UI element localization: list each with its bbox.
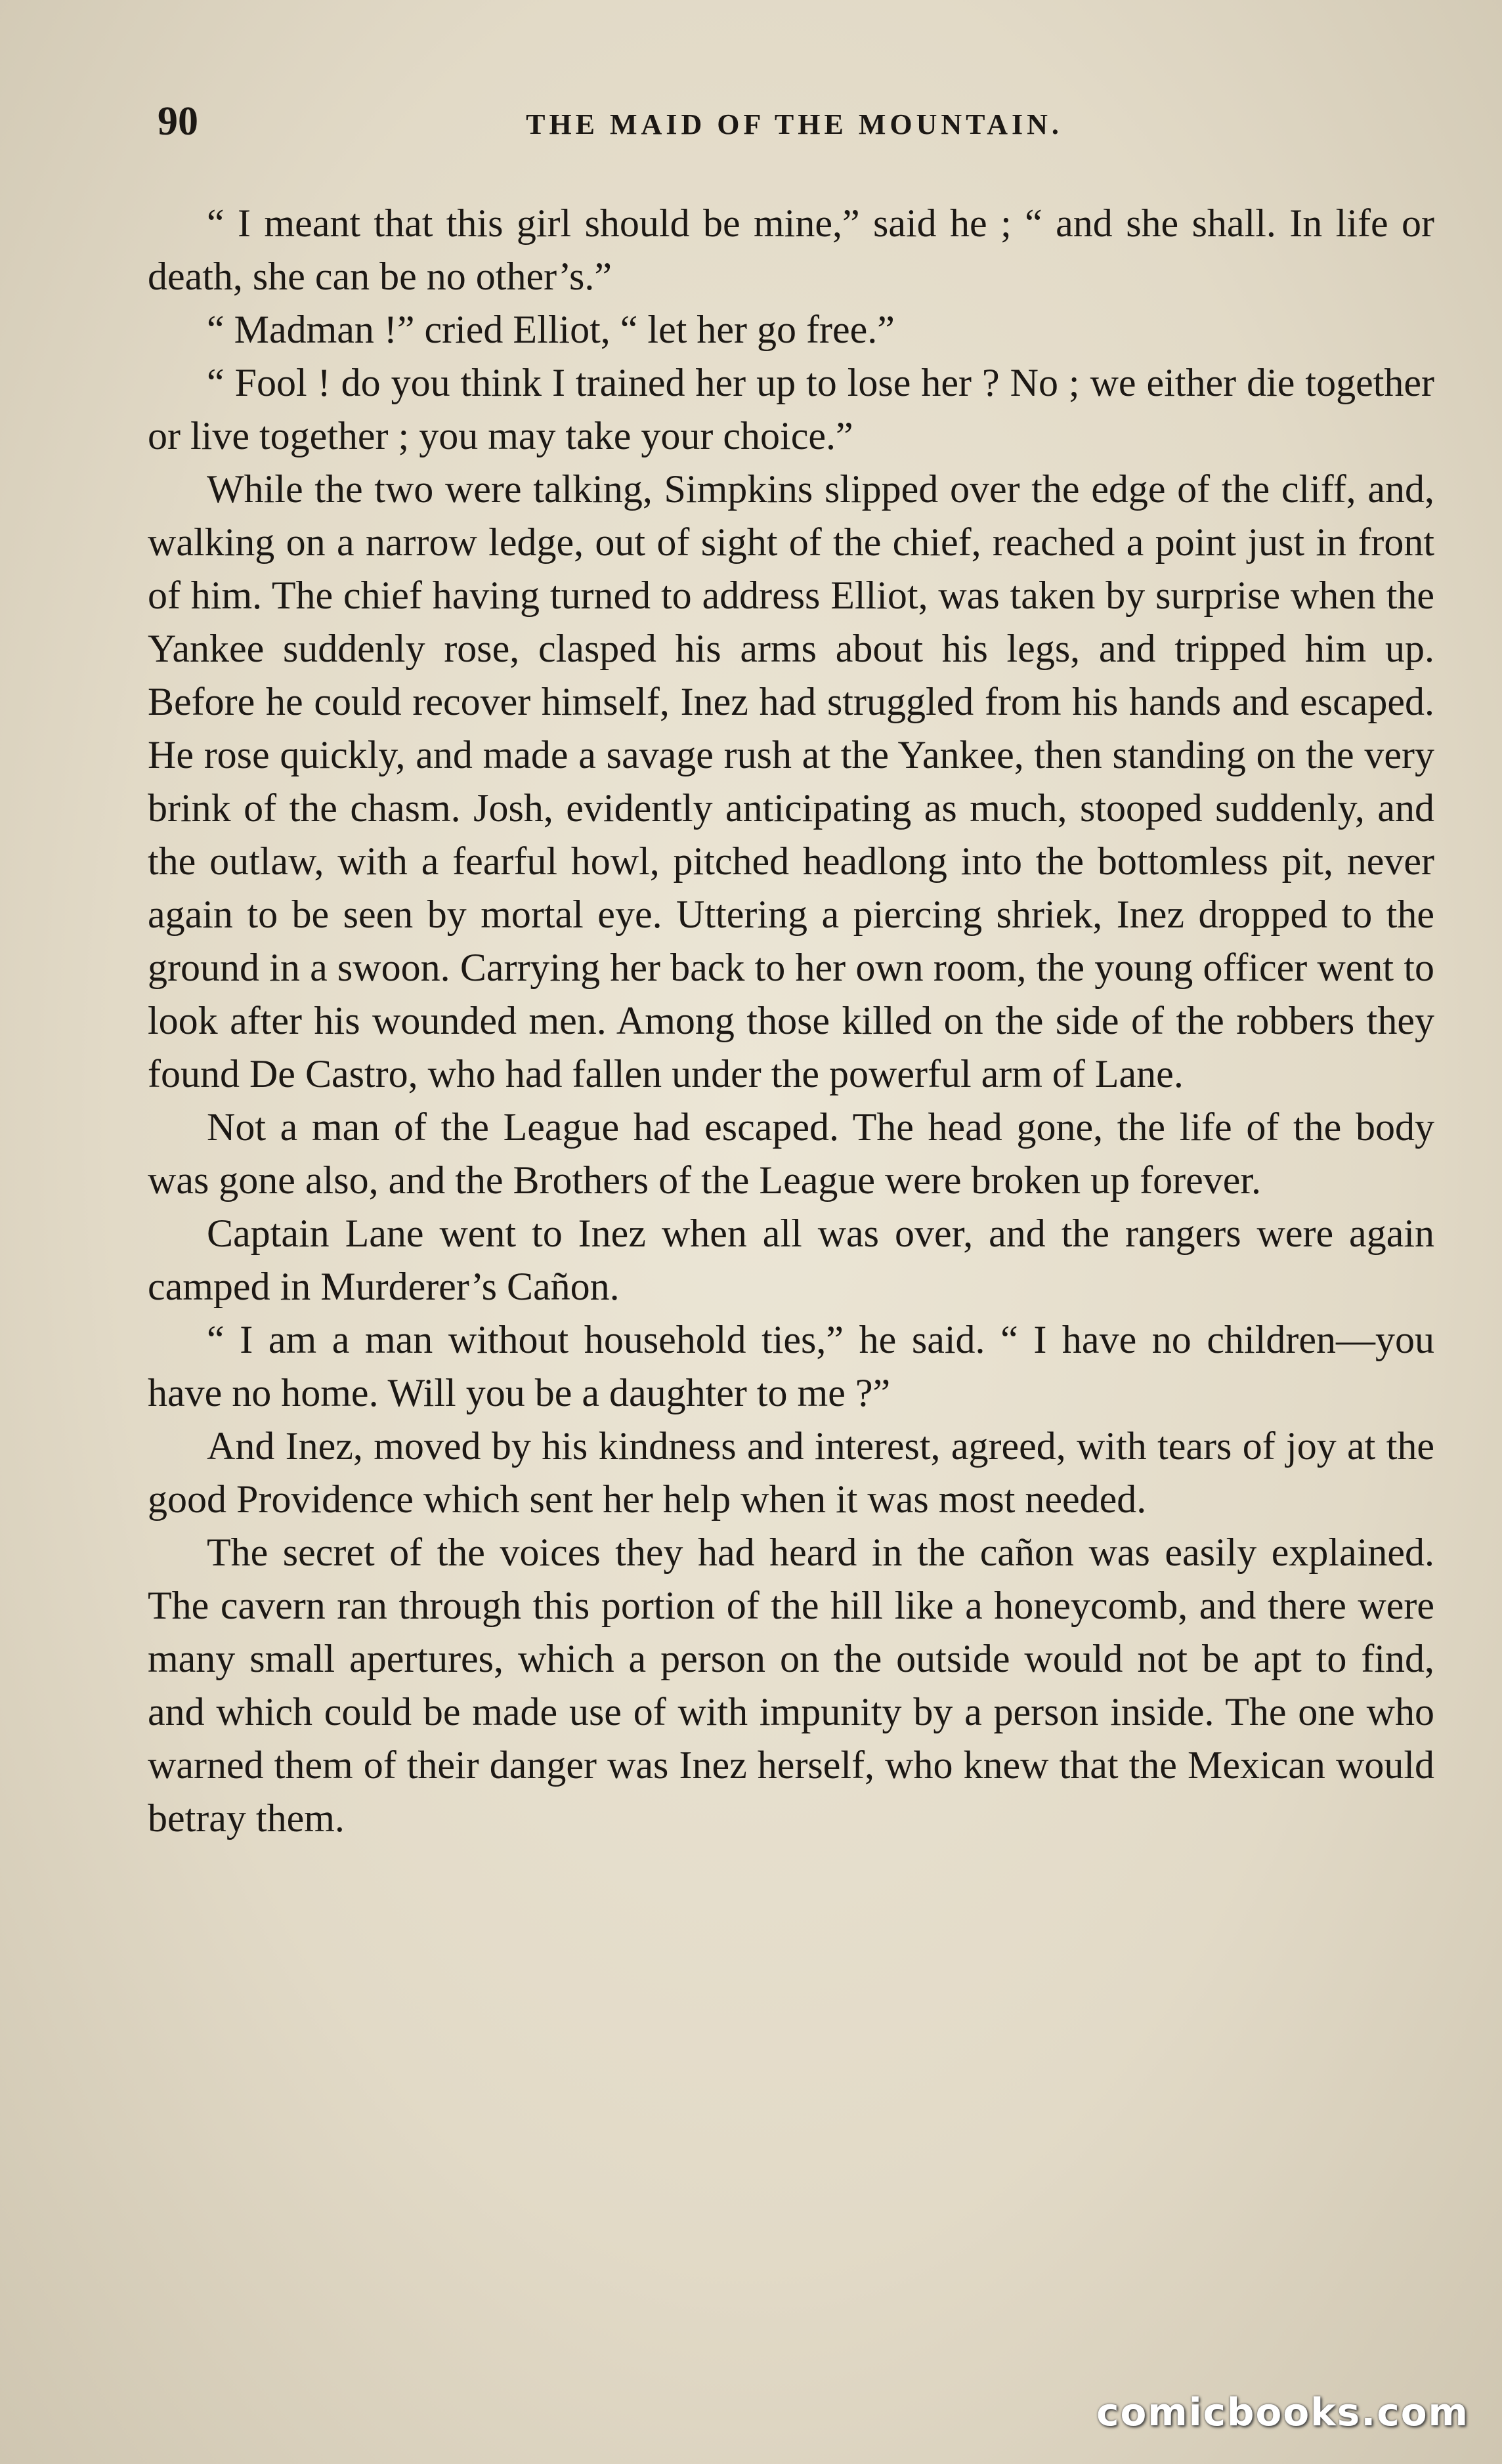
paragraph: The secret of the voices they had heard in the cañon was easily explained. The cavern ran through this portion of the hill like a honeycomb, and there were many small apertures, which a person on the outside would not be apt to find, and which could be made use of with impunity by a person inside. The one who warned them of their danger was Inez herself, who knew that the Mexican would betray them. [148, 1531, 1434, 1840]
page-header [158, 98, 1431, 158]
paragraph: Captain Lane went to Inez when all was over, and the rangers were again camped in Murderer’s Cañon. [148, 1212, 1434, 1308]
running-head: THE MAID OF THE MOUNTAIN. [526, 108, 1063, 140]
watermark: comicbooks.com [1096, 2390, 1469, 2434]
paragraph: “ I am a man without household ties,” he said. “ I have no children—you have no home. Will you be a daughter to me ?” [148, 1318, 1434, 1414]
paragraph: Not a man of the League had escaped. The head gone, the life of the body was gone also, and the Brothers of the League were broken up forever. [148, 1105, 1434, 1202]
paragraph: “ Madman !” cried Elliot, “ let her go free.” [207, 308, 895, 351]
paragraph: “ Fool ! do you think I trained her up to lose her ? No ; we either die together or live together ; you may take your choice.” [148, 361, 1434, 457]
body-text [148, 197, 1434, 2337]
paragraph: While the two were talking, Simpkins slipped over the edge of the cliff, and, walking on a narrow ledge, out of sight of the chief, reached a point just in front of him. The chief having turned to address Elliot, was taken by surprise when the Yankee suddenly rose, clasped his arms about his legs, and tripped him up. Before he could recover himself, Inez had struggled from his hands and escaped. He rose quickly, and made a savage rush at the Yankee, then standing on the very brink of the chasm. Josh, evidently anticipating as much, stooped suddenly, and the outlaw, with a fearful howl, pitched headlong into the bottomless pit, never again to be seen by mortal eye. Uttering a piercing shriek, Inez dropped to the ground in a swoon. Carrying her back to her own room, the young officer went to look after his wounded men. Among those killed on the side of the robbers they found De Castro, who had fallen under the powerful arm of Lane. [148, 467, 1434, 1095]
page-number: 90 [158, 99, 198, 144]
paragraph: “ I meant that this girl should be mine,” said he ; “ and she shall. In life or death, she can be no other’s.” [148, 202, 1434, 298]
paragraph: And Inez, moved by his kindness and interest, agreed, with tears of joy at the good Providence which sent her help when it was most needed. [148, 1424, 1434, 1521]
